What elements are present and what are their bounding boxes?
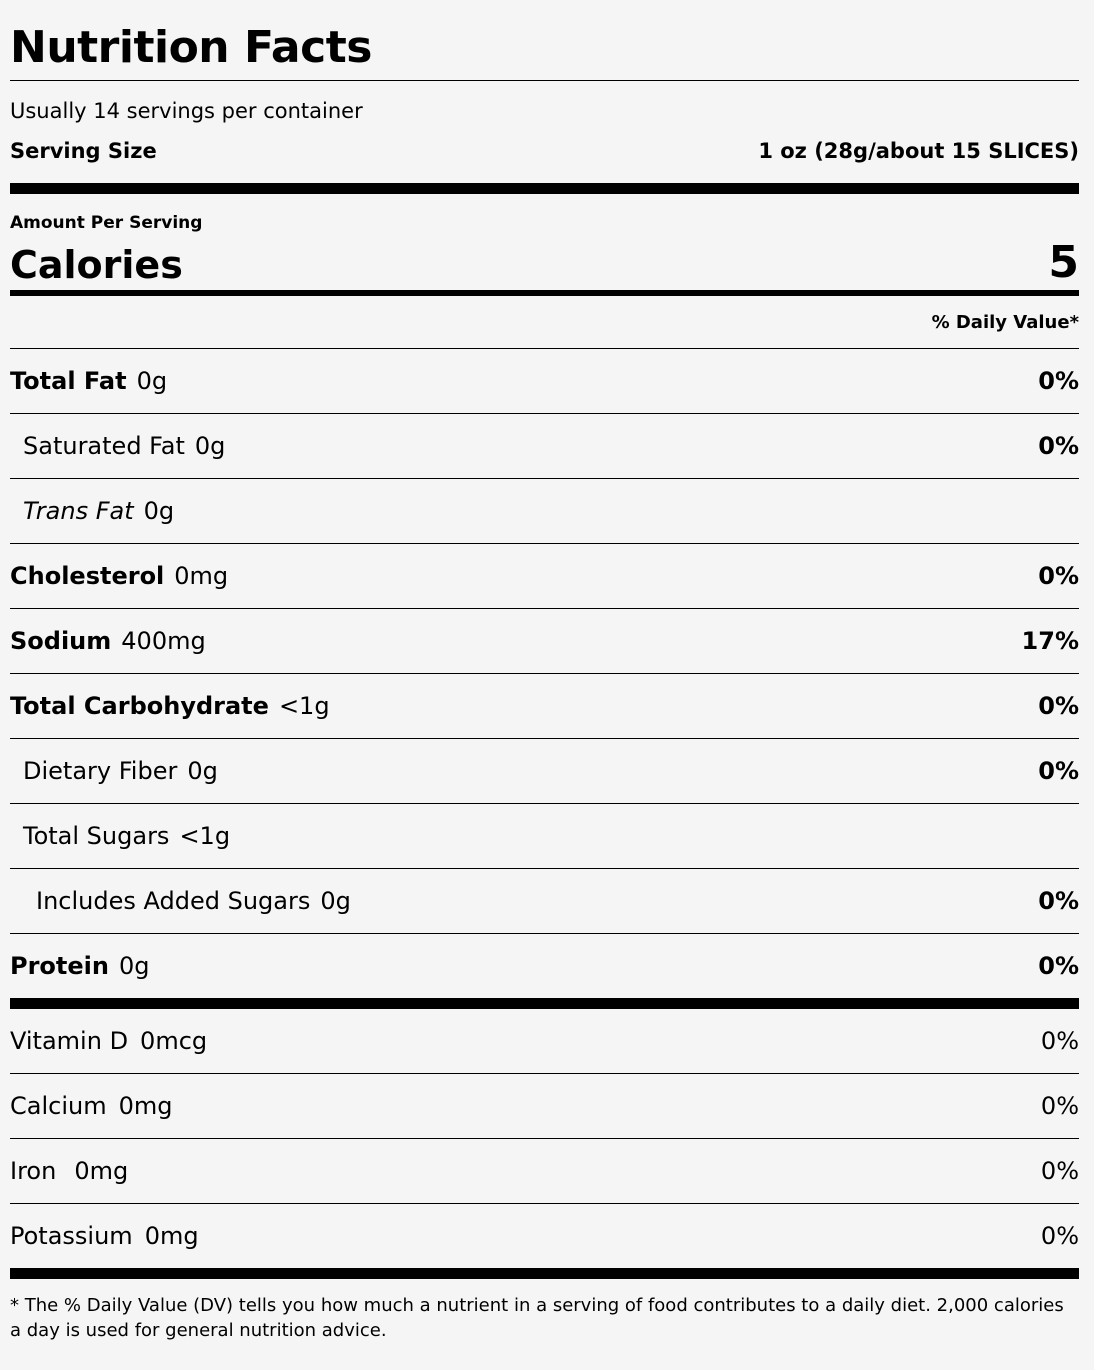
vitamin-name: Calcium xyxy=(10,1092,107,1120)
daily-value-footnote: * The % Daily Value (DV) tells you how much a nutrient in a serving of food contributes to a daily diet. 2,000 calories a day is used for general nutrition advice. xyxy=(10,1295,1064,1341)
calories-value: 5 xyxy=(1048,237,1079,288)
nutrient-row-saturated-fat xyxy=(10,414,1079,479)
nutrient-name: Protein xyxy=(10,952,109,980)
nutrient-dv: 0% xyxy=(1038,692,1079,720)
nutrient-amount: 0g xyxy=(320,887,351,915)
nutrient-dv: 0% xyxy=(1038,432,1079,460)
nutrient-amount: 0g xyxy=(118,952,150,980)
calories-row xyxy=(10,234,1079,290)
calories-label: Calories xyxy=(10,243,183,287)
vitamin-name: Potassium xyxy=(10,1222,133,1250)
vitamin-amount: 0mg xyxy=(74,1157,129,1185)
vitamin-name: Iron xyxy=(10,1157,57,1185)
nutrient-row-added-sugars xyxy=(10,869,1079,934)
nutrient-name: Total Carbohydrate xyxy=(10,692,269,720)
nutrient-row-protein xyxy=(10,934,1079,998)
thick-divider xyxy=(10,1268,1079,1279)
vitamin-dv: 0% xyxy=(1040,1027,1079,1055)
vitamin-dv: 0% xyxy=(1040,1092,1079,1120)
nutrient-amount: <1g xyxy=(278,692,330,720)
label-title: Nutrition Facts xyxy=(10,22,372,73)
servings-per-container: Usually 14 servings per container xyxy=(10,99,363,123)
nutrient-row-dietary-fiber xyxy=(10,739,1079,804)
nutrient-dv: 0% xyxy=(1038,887,1079,915)
nutrient-row-total-fat xyxy=(10,349,1079,414)
nutrient-dv: 0% xyxy=(1038,952,1079,980)
nutrient-amount: 0g xyxy=(194,432,226,460)
serving-size-row xyxy=(10,139,1079,183)
vitamin-row-iron xyxy=(10,1139,1079,1204)
nutrient-row-sodium xyxy=(10,609,1079,674)
nutrient-row-total-carbohydrate xyxy=(10,674,1079,739)
vitamin-dv: 0% xyxy=(1040,1222,1079,1250)
nutrient-amount: 0g xyxy=(143,497,175,525)
nutrient-name: Total Sugars xyxy=(23,822,170,850)
nutrient-dv: 0% xyxy=(1038,757,1079,785)
nutrient-amount: 0g xyxy=(136,367,168,395)
nutrient-name: Cholesterol xyxy=(10,562,165,590)
vitamin-amount: 0mcg xyxy=(140,1027,208,1055)
thick-divider xyxy=(10,998,1079,1009)
vitamin-row-calcium xyxy=(10,1074,1079,1139)
nutrient-row-cholesterol xyxy=(10,544,1079,609)
nutrient-name: Total Fat xyxy=(10,367,127,395)
nutrition-label xyxy=(10,0,1079,1343)
nutrient-row-total-sugars xyxy=(10,804,1079,869)
nutrient-dv: 0% xyxy=(1038,367,1079,395)
vitamin-amount: 0mg xyxy=(118,1092,173,1120)
daily-value-header: % Daily Value* xyxy=(10,296,1079,349)
nutrient-amount: 400mg xyxy=(121,627,206,655)
vitamin-dv: 0% xyxy=(1040,1157,1079,1185)
nutrient-name: Trans Fat xyxy=(23,497,134,525)
nutrient-name: Sodium xyxy=(10,627,112,655)
nutrient-amount: 0g xyxy=(187,757,218,785)
nutrient-row-trans-fat xyxy=(10,479,1079,544)
vitamin-row-vitamin-d xyxy=(10,1009,1079,1074)
serving-size-label: Serving Size xyxy=(10,139,157,163)
amount-per-serving: Amount Per Serving xyxy=(10,213,203,233)
nutrient-name: Saturated Fat xyxy=(23,432,185,460)
nutrient-name: Includes Added Sugars xyxy=(36,887,311,915)
nutrient-dv: 0% xyxy=(1038,562,1079,590)
thick-divider xyxy=(10,183,1079,194)
nutrient-amount: <1g xyxy=(179,822,231,850)
nutrient-name: Dietary Fiber xyxy=(23,757,178,785)
nutrient-amount: 0mg xyxy=(174,562,229,590)
vitamin-amount: 0mg xyxy=(144,1222,199,1250)
nutrient-dv: 17% xyxy=(1021,627,1079,655)
vitamin-name: Vitamin D xyxy=(10,1027,129,1055)
vitamin-row-potassium xyxy=(10,1204,1079,1268)
serving-size-value: 1 oz (28g/about 15 SLICES) xyxy=(758,139,1079,163)
